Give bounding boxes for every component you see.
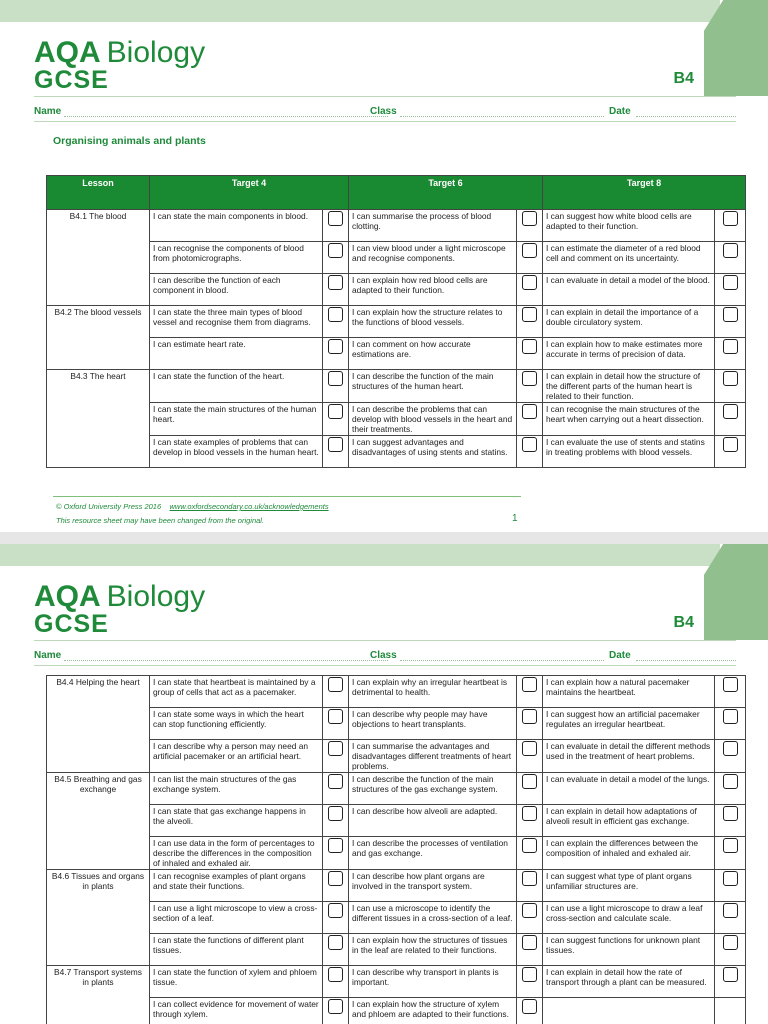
checkbox[interactable] <box>723 935 738 950</box>
checkbox-cell <box>715 242 746 274</box>
checkbox[interactable] <box>522 677 537 692</box>
checkbox[interactable] <box>522 211 537 226</box>
statement-target-4: I can use data in the form of percentages to describe the differences in the composition of inhaled and exhaled air. <box>150 837 323 870</box>
checkbox-cell <box>715 708 746 740</box>
statement-target-6: I can summarise the advantages and disadvantages different treatments of heart problems. <box>349 740 517 773</box>
class-field[interactable] <box>400 660 604 661</box>
checkbox-cell <box>323 338 349 370</box>
checkbox[interactable] <box>723 741 738 756</box>
header-target-6: Target 6 <box>349 176 543 210</box>
statement-target-4: I can state the function of the heart. <box>150 370 323 403</box>
checkbox[interactable] <box>723 871 738 886</box>
checkbox-cell <box>517 403 543 436</box>
checkbox[interactable] <box>522 774 537 789</box>
table-row <box>47 870 746 902</box>
checkbox[interactable] <box>328 741 343 756</box>
brand-logo <box>34 580 205 639</box>
statement-target-4: I can state the main structures of the human heart. <box>150 403 323 436</box>
checkbox-cell <box>715 934 746 966</box>
worksheet-page-2 <box>0 544 768 1024</box>
checkbox[interactable] <box>723 806 738 821</box>
checkbox-cell <box>323 870 349 902</box>
brand-level: GCSE <box>34 66 109 94</box>
checkbox[interactable] <box>723 967 738 982</box>
worksheet-subtitle: Organising animals and plants <box>53 135 206 147</box>
statement-target-4: I can state the function of xylem and phloem tissue. <box>150 966 323 998</box>
checkbox[interactable] <box>522 371 537 386</box>
checkbox[interactable] <box>328 211 343 226</box>
checkbox-cell <box>715 805 746 837</box>
header-band <box>0 0 720 22</box>
checkbox-cell <box>517 242 543 274</box>
statement-target-8 <box>543 998 715 1024</box>
statement-target-8: I can evaluate in detail the different methods used in the treatment of heart problems. <box>543 740 715 773</box>
checkbox[interactable] <box>328 806 343 821</box>
date-field[interactable] <box>636 660 736 661</box>
checkbox[interactable] <box>328 774 343 789</box>
header-target-4: Target 4 <box>150 176 349 210</box>
statement-target-6: I can explain how the structure of xylem and phloem are adapted to their functions. <box>349 998 517 1024</box>
date-label: Date <box>609 650 631 661</box>
checkbox-cell <box>517 837 543 870</box>
table-row <box>47 242 746 274</box>
statement-target-4: I can state the three main types of blood vessel and recognise them from diagrams. <box>150 306 323 338</box>
statement-target-8: I can use a light microscope to draw a leaf cross-section and calculate scale. <box>543 902 715 934</box>
statement-target-4: I can estimate heart rate. <box>150 338 323 370</box>
checklist-table <box>46 175 746 468</box>
statement-target-8: I can evaluate in detail a model of the lungs. <box>543 773 715 805</box>
table-row <box>47 676 746 708</box>
checkbox-cell <box>715 274 746 306</box>
table-row <box>47 837 746 870</box>
statement-target-4: I can use a light microscope to view a cross-section of a leaf. <box>150 902 323 934</box>
checkbox-cell <box>715 773 746 805</box>
statement-target-4: I can describe why a person may need an artificial pacemaker or an artificial heart. <box>150 740 323 773</box>
checkbox-cell <box>517 773 543 805</box>
statement-target-8: I can explain how a natural pacemaker maintains the heartbeat. <box>543 676 715 708</box>
statement-target-8: I can explain how to make estimates more accurate in terms of precision of data. <box>543 338 715 370</box>
checkbox[interactable] <box>723 437 738 452</box>
statement-target-4: I can list the main structures of the gas exchange system. <box>150 773 323 805</box>
checkbox[interactable] <box>328 404 343 419</box>
checkbox[interactable] <box>328 838 343 853</box>
table-row <box>47 740 746 773</box>
table-row <box>47 902 746 934</box>
checkbox-cell <box>715 210 746 242</box>
checkbox-cell <box>323 773 349 805</box>
name-label: Name <box>34 650 62 661</box>
table-row <box>47 306 746 338</box>
statement-target-6: I can summarise the process of blood clotting. <box>349 210 517 242</box>
checkbox[interactable] <box>328 935 343 950</box>
checkbox[interactable] <box>328 871 343 886</box>
header-target-8: Target 8 <box>543 176 746 210</box>
brand-aqa: AQA <box>34 580 101 613</box>
statement-target-6: I can describe the problems that can develop with blood vessels in the heart and their treatments. <box>349 403 517 436</box>
checkbox[interactable] <box>522 307 537 322</box>
checkbox-cell <box>517 998 543 1024</box>
checkbox-cell <box>323 436 349 468</box>
checkbox[interactable] <box>522 741 537 756</box>
class-field[interactable] <box>400 116 604 117</box>
statement-target-8: I can explain in detail how the rate of transport through a plant can be measured. <box>543 966 715 998</box>
statement-target-6: I can describe how alveoli are adapted. <box>349 805 517 837</box>
brand-aqa: AQA <box>34 36 101 69</box>
checkbox[interactable] <box>522 339 537 354</box>
checkbox-cell <box>517 370 543 403</box>
statement-target-4: I can state the main components in blood. <box>150 210 323 242</box>
checkbox[interactable] <box>723 903 738 918</box>
checkbox[interactable] <box>522 967 537 982</box>
checkbox-cell <box>323 306 349 338</box>
statement-target-8: I can suggest functions for unknown plant tissues. <box>543 934 715 966</box>
table-row <box>47 436 746 468</box>
checkbox[interactable] <box>328 243 343 258</box>
brand-subject: Biology <box>106 36 206 69</box>
checkbox[interactable] <box>522 243 537 258</box>
statement-target-8: I can suggest how white blood cells are adapted to their function. <box>543 210 715 242</box>
date-label: Date <box>609 106 631 117</box>
checkbox[interactable] <box>522 404 537 419</box>
unit-code: B4 <box>673 70 694 87</box>
name-field[interactable] <box>64 116 388 117</box>
checkbox-cell <box>517 934 543 966</box>
checkbox-cell <box>715 306 746 338</box>
statement-target-8: I can explain in detail how the structure of the different parts of the human heart is related to their function. <box>543 370 715 403</box>
lesson-cell: B4.4 Helping the heart <box>47 676 150 773</box>
checkbox[interactable] <box>328 307 343 322</box>
statement-target-6: I can describe the processes of ventilation and gas exchange. <box>349 837 517 870</box>
table-row <box>47 274 746 306</box>
copyright: © Oxford University Press 2016 <box>56 502 162 511</box>
name-label: Name <box>34 106 62 117</box>
divider <box>34 665 736 666</box>
checkbox-cell <box>715 998 746 1024</box>
footer-note: This resource sheet may have been changed from the original. <box>56 516 265 525</box>
checkbox[interactable] <box>522 437 537 452</box>
checkbox-cell <box>517 676 543 708</box>
checkbox-cell <box>323 403 349 436</box>
footer-copyright-line <box>56 502 329 511</box>
table-row <box>47 773 746 805</box>
statement-target-8: I can suggest how an artificial pacemaker regulates an irregular heartbeat. <box>543 708 715 740</box>
checkbox[interactable] <box>522 709 537 724</box>
checkbox-cell <box>517 805 543 837</box>
checkbox[interactable] <box>328 339 343 354</box>
statement-target-8: I can suggest what type of plant organs unfamiliar structures are. <box>543 870 715 902</box>
statement-target-8: I can evaluate the use of stents and statins in treating problems with blood vessels. <box>543 436 715 468</box>
checkbox[interactable] <box>328 275 343 290</box>
footer-divider <box>53 496 521 497</box>
checkbox-cell <box>323 274 349 306</box>
statement-target-8: I can explain in detail the importance of a double circulatory system. <box>543 306 715 338</box>
checkbox[interactable] <box>723 677 738 692</box>
checkbox[interactable] <box>723 774 738 789</box>
statement-target-4: I can state that gas exchange happens in the alveoli. <box>150 805 323 837</box>
statement-target-6: I can explain how red blood cells are adapted to their function. <box>349 274 517 306</box>
statement-target-8: I can estimate the diameter of a red blood cell and comment on its uncertainty. <box>543 242 715 274</box>
checkbox[interactable] <box>328 967 343 982</box>
checkbox-cell <box>715 837 746 870</box>
checkbox-cell <box>517 708 543 740</box>
checkbox[interactable] <box>522 999 537 1014</box>
page-number: 1 <box>512 513 518 524</box>
checkbox-cell <box>323 370 349 403</box>
table-row <box>47 805 746 837</box>
statement-target-6: I can describe the function of the main structures of the gas exchange system. <box>349 773 517 805</box>
table-row <box>47 708 746 740</box>
checkbox-cell <box>323 902 349 934</box>
checkbox[interactable] <box>522 275 537 290</box>
checkbox-cell <box>517 436 543 468</box>
statement-target-6: I can explain why an irregular heartbeat is detrimental to health. <box>349 676 517 708</box>
header-lesson: Lesson <box>47 176 150 210</box>
table-row <box>47 210 746 242</box>
checkbox-cell <box>517 870 543 902</box>
checkbox[interactable] <box>522 935 537 950</box>
checkbox-cell <box>323 998 349 1024</box>
brand-logo <box>34 36 205 95</box>
checkbox-cell <box>517 740 543 773</box>
lesson-cell: B4.3 The heart <box>47 370 150 468</box>
statement-target-4: I can describe the function of each component in blood. <box>150 274 323 306</box>
class-label: Class <box>370 650 397 661</box>
checkbox[interactable] <box>723 404 738 419</box>
statement-target-6: I can describe why transport in plants is important. <box>349 966 517 998</box>
statement-target-6: I can suggest advantages and disadvantages of using stents and statins. <box>349 436 517 468</box>
statement-target-8: I can explain in detail how adaptations of alveoli result in efficient gas exchange. <box>543 805 715 837</box>
statement-target-6: I can comment on how accurate estimations are. <box>349 338 517 370</box>
checkbox-cell <box>517 306 543 338</box>
checklist-table <box>46 675 746 1024</box>
checkbox[interactable] <box>328 677 343 692</box>
unit-code: B4 <box>673 614 694 631</box>
statement-target-4: I can recognise the components of blood from photomicrographs. <box>150 242 323 274</box>
checkbox-cell <box>323 837 349 870</box>
statement-target-8: I can recognise the main structures of the heart when carrying out a heart dissection. <box>543 403 715 436</box>
lesson-cell: B4.5 Breathing and gas exchange <box>47 773 150 870</box>
checkbox-cell <box>517 338 543 370</box>
checkbox-cell <box>715 740 746 773</box>
checkbox[interactable] <box>328 437 343 452</box>
checkbox-cell <box>715 966 746 998</box>
checkbox[interactable] <box>723 243 738 258</box>
statement-target-6: I can explain how the structures of tissues in the leaf are related to their functions. <box>349 934 517 966</box>
checkbox-cell <box>715 436 746 468</box>
checkbox-cell <box>517 902 543 934</box>
checkbox[interactable] <box>328 903 343 918</box>
statement-target-8: I can evaluate in detail a model of the blood. <box>543 274 715 306</box>
statement-target-4: I can state that heartbeat is maintained by a group of cells that act as a pacemaker. <box>150 676 323 708</box>
checkbox-cell <box>323 740 349 773</box>
statement-target-4: I can collect evidence for movement of water through xylem. <box>150 998 323 1024</box>
statement-target-4: I can recognise examples of plant organs and state their functions. <box>150 870 323 902</box>
checkbox-cell <box>517 210 543 242</box>
brand-subject: Biology <box>106 580 206 613</box>
table-row <box>47 966 746 998</box>
checkbox-cell <box>323 966 349 998</box>
checkbox-cell <box>517 274 543 306</box>
class-label: Class <box>370 106 397 117</box>
lesson-cell: B4.1 The blood <box>47 210 150 306</box>
checkbox[interactable] <box>522 903 537 918</box>
statement-target-4: I can state examples of problems that can develop in blood vessels in the human heart. <box>150 436 323 468</box>
checkbox-cell <box>715 403 746 436</box>
checkbox-cell <box>323 210 349 242</box>
statement-target-6: I can describe the function of the main structures of the human heart. <box>349 370 517 403</box>
statement-target-4: I can state the functions of different plant tissues. <box>150 934 323 966</box>
checkbox[interactable] <box>723 838 738 853</box>
statement-target-6: I can describe why people may have objections to heart transplants. <box>349 708 517 740</box>
statement-target-6: I can describe how plant organs are involved in the transport system. <box>349 870 517 902</box>
checkbox[interactable] <box>723 307 738 322</box>
name-field[interactable] <box>64 660 388 661</box>
lesson-cell: B4.2 The blood vessels <box>47 306 150 370</box>
table-row <box>47 338 746 370</box>
checkbox[interactable] <box>723 371 738 386</box>
divider <box>34 96 736 97</box>
checkbox-cell <box>517 966 543 998</box>
checkbox[interactable] <box>328 709 343 724</box>
checkbox-cell <box>715 370 746 403</box>
brand-level: GCSE <box>34 610 109 638</box>
statement-target-6: I can view blood under a light microscope and recognise components. <box>349 242 517 274</box>
date-field[interactable] <box>636 116 736 117</box>
checkbox[interactable] <box>328 999 343 1014</box>
statement-target-4: I can state some ways in which the heart can stop functioning efficiently. <box>150 708 323 740</box>
lesson-cell: B4.7 Transport systems in plants <box>47 966 150 1024</box>
checkbox[interactable] <box>723 339 738 354</box>
table-row <box>47 934 746 966</box>
checkbox-cell <box>715 870 746 902</box>
checkbox-cell <box>323 708 349 740</box>
checkbox-cell <box>323 676 349 708</box>
checkbox[interactable] <box>522 806 537 821</box>
checkbox[interactable] <box>723 275 738 290</box>
checkbox[interactable] <box>522 871 537 886</box>
checkbox[interactable] <box>723 211 738 226</box>
checkbox-cell <box>715 338 746 370</box>
table-row <box>47 403 746 436</box>
lesson-cell: B4.6 Tissues and organs in plants <box>47 870 150 966</box>
checkbox-cell <box>715 676 746 708</box>
table-row <box>47 998 746 1024</box>
statement-target-6: I can use a microscope to identify the different tissues in a cross-section of a leaf. <box>349 902 517 934</box>
table-row <box>47 370 746 403</box>
checkbox-cell <box>323 934 349 966</box>
divider <box>34 121 736 122</box>
acknowledgements-link[interactable]: www.oxfordsecondary.co.uk/acknowledgements <box>169 502 329 511</box>
divider <box>34 640 736 641</box>
checkbox[interactable] <box>522 838 537 853</box>
statement-target-8: I can explain the differences between the composition of inhaled and exhaled air. <box>543 837 715 870</box>
checkbox-cell <box>715 902 746 934</box>
checkbox-cell <box>323 805 349 837</box>
checkbox[interactable] <box>328 371 343 386</box>
checkbox-cell <box>323 242 349 274</box>
checkbox[interactable] <box>723 709 738 724</box>
header-band <box>0 544 720 566</box>
statement-target-6: I can explain how the structure relates to the functions of blood vessels. <box>349 306 517 338</box>
